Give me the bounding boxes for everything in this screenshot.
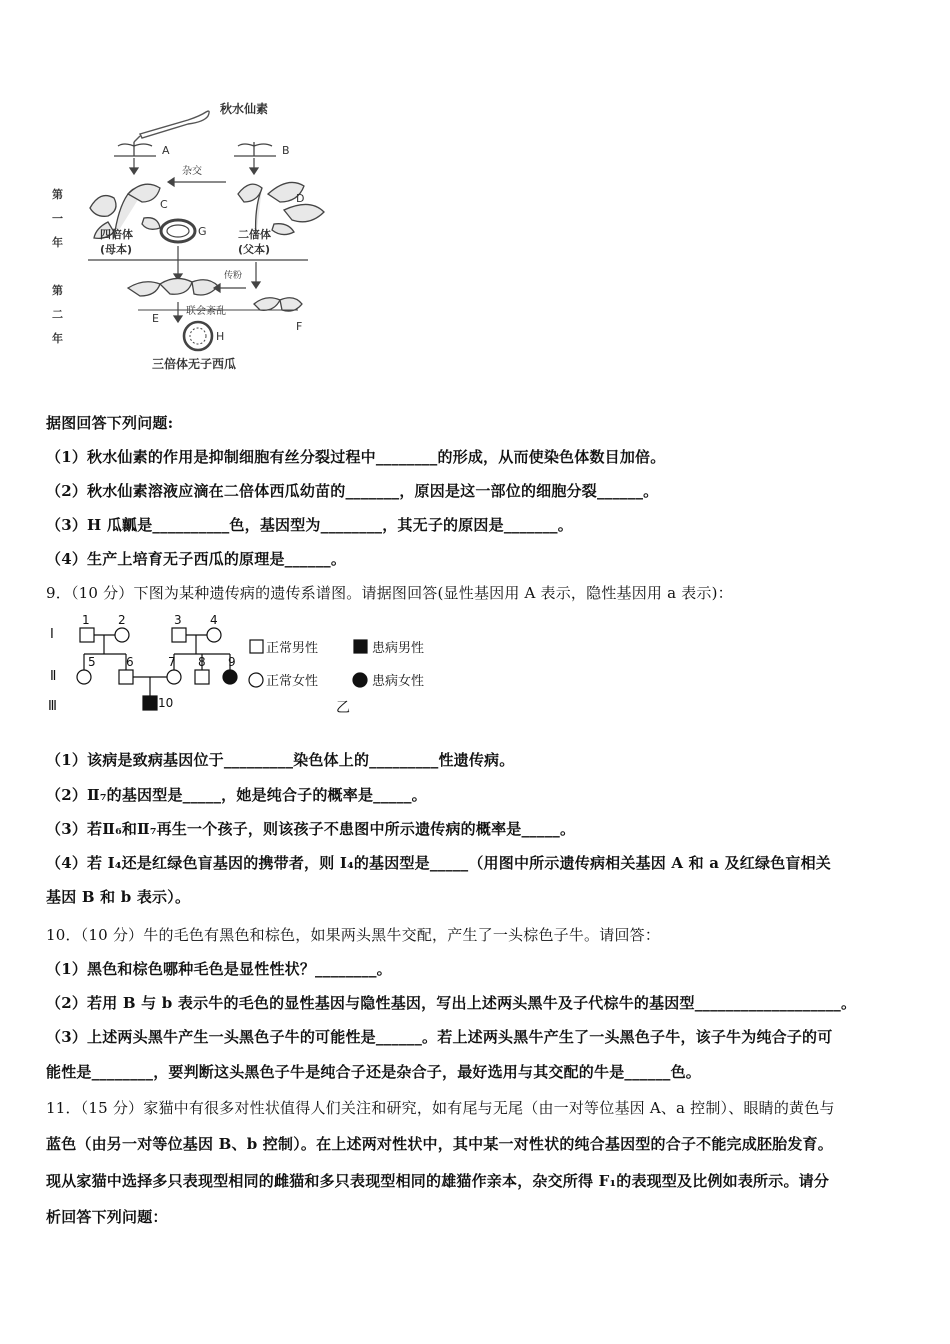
q8-s2: （2）秋水仙素溶液应滴在二倍体西瓜幼苗的_______，原因是这一部位的细胞分裂______。 — [46, 482, 659, 500]
individual-2 — [115, 628, 129, 642]
q9-title: 9．（10 分）下图为某种遗传病的遗传系谱图。请据图回答(显性基因用 A 表示，隐性基因用 a 表示)： — [46, 584, 733, 602]
q11-l3: 现从家猫中选择多只表现型相同的雌猫和多只表现型相同的雄猫作亲本，杂交所得 F₁的表现型及比例如表所示。请分 — [46, 1172, 830, 1190]
q8-s4: （4）生产上培育无子西瓜的原理是______。 — [46, 550, 347, 568]
seedling-a — [114, 142, 156, 156]
num-2: 2 — [118, 613, 126, 627]
label-b: B — [282, 144, 290, 157]
legend-affected-female-icon — [353, 673, 367, 687]
fruit-g — [161, 220, 195, 242]
individual-9 — [223, 670, 237, 684]
num-3: 3 — [174, 613, 182, 627]
individual-1 — [80, 628, 94, 642]
seedling-b — [234, 142, 276, 156]
legend-affected-male-icon — [354, 640, 367, 653]
label-g: G — [198, 225, 207, 238]
tetraploid-label: 四倍体 — [100, 228, 133, 241]
num-8: 8 — [198, 655, 206, 669]
cross-label: 杂交 — [182, 166, 202, 177]
individual-4 — [207, 628, 221, 642]
q8-s1: （1）秋水仙素的作用是抑制细胞有丝分裂过程中________的形成，从而使染色体数目加倍。 — [46, 448, 666, 466]
q11-l4: 析回答下列问题： — [46, 1208, 168, 1226]
q9-s4a: （4）若 I₄还是红绿色盲基因的携带者，则 I₄的基因型是_____（用图中所示遗传病相关基因 A 和 a 及红绿色盲相关 — [46, 854, 832, 872]
individual-3 — [172, 628, 186, 642]
stimulate-label: 联会紊乱 — [186, 306, 226, 317]
pollen-label: 传粉 — [224, 271, 243, 281]
q9-s4b: 基因 B 和 b 表示）。 — [46, 888, 191, 906]
gen-2-label: Ⅱ — [50, 669, 57, 684]
num-7: 7 — [168, 655, 176, 669]
year1-label: 第一年 — [52, 188, 63, 249]
individual-5 — [77, 670, 91, 684]
individual-7 — [167, 670, 181, 684]
label-f: F — [296, 320, 303, 333]
father-label: (父本) — [238, 243, 271, 256]
q8-intro: 据图回答下列问题: — [46, 414, 174, 432]
colchicine-label: 秋水仙素 — [220, 102, 269, 116]
watermelon-breeding-diagram — [48, 98, 338, 378]
num-10: 10 — [158, 696, 174, 710]
q11-l1: 11．（15 分）家猫中有很多对性状值得人们关注和研究，如有尾与无尾（由一对等位基因 A、a 控制）、眼睛的黄色与 — [46, 1099, 835, 1117]
num-4: 4 — [210, 613, 218, 627]
individual-8 — [195, 670, 209, 684]
num-6: 6 — [126, 655, 134, 669]
mother-label: (母本) — [100, 243, 133, 256]
plant-e — [128, 278, 218, 296]
q9-s2: （2）Ⅱ₇的基因型是_____，她是纯合子的概率是_____。 — [46, 786, 427, 804]
individual-10 — [143, 696, 157, 710]
label-e: E — [152, 312, 159, 325]
label-c: C — [160, 198, 168, 211]
num-5: 5 — [88, 655, 96, 669]
diploid-label: 二倍体 — [238, 228, 271, 241]
q9-s1: （1）该病是致病基因位于_________染色体上的_________性遗传病。 — [46, 751, 515, 769]
q10-s2: （2）若用 B 与 b 表示牛的毛色的显性基因与隐性基因，写出上述两头黑牛及子代棕牛的基因型___________________。 — [46, 994, 857, 1012]
q10-s3a: （3）上述两头黑牛产生一头黑色子牛的可能性是______。若上述两头黑牛产生了一头黑色子牛，该子牛为纯合子的可 — [46, 1028, 833, 1046]
legend-normal-male: 正常男性 — [266, 641, 319, 656]
legend-normal-male-icon — [250, 640, 263, 653]
num-1: 1 — [82, 613, 90, 627]
label-a: A — [162, 144, 170, 157]
result-label: 三倍体无子西瓜 — [152, 357, 237, 371]
year2-label: 第二年 — [52, 284, 63, 345]
plant-f — [254, 298, 302, 311]
dropper-icon — [134, 111, 209, 142]
num-9: 9 — [228, 655, 236, 669]
legend-affected-female: 患病女性 — [372, 674, 425, 689]
q11-l2: 蓝色（由另一对等位基因 B、b 控制）。在上述两对性状中，其中某一对性状的纯合基因型的合子不能完成胚胎发育。 — [46, 1135, 833, 1153]
legend-normal-female-icon — [249, 673, 263, 687]
q10-s1: （1）黑色和棕色哪种毛色是显性性状？________。 — [46, 960, 392, 978]
gen-1-label: Ⅰ — [50, 627, 54, 642]
fruit-h — [184, 322, 212, 350]
individual-6 — [119, 670, 133, 684]
label-d: D — [296, 192, 305, 205]
legend-affected-male: 患病男性 — [372, 641, 425, 656]
q10-s3b: 能性是________，要判断这头黑色子牛是纯合子还是杂合子，最好选用与其交配的牛是______色。 — [46, 1063, 702, 1081]
gen-3-label: Ⅲ — [48, 699, 57, 714]
pedigree-chart — [44, 606, 464, 718]
legend-normal-female: 正常女性 — [266, 674, 319, 689]
label-h: H — [216, 330, 225, 343]
q9-s3: （3）若Ⅱ₆和Ⅱ₇再生一个孩子，则该孩子不患图中所示遗传病的概率是_____。 — [46, 820, 576, 838]
pedigree-caption: 乙 — [336, 700, 350, 716]
q8-s3: （3）H 瓜瓤是__________色，基因型为________，其无子的原因是_______。 — [46, 516, 573, 534]
q10-title: 10．（10 分）牛的毛色有黑色和棕色，如果两头黑牛交配，产生了一头棕色子牛。请回答： — [46, 926, 661, 944]
